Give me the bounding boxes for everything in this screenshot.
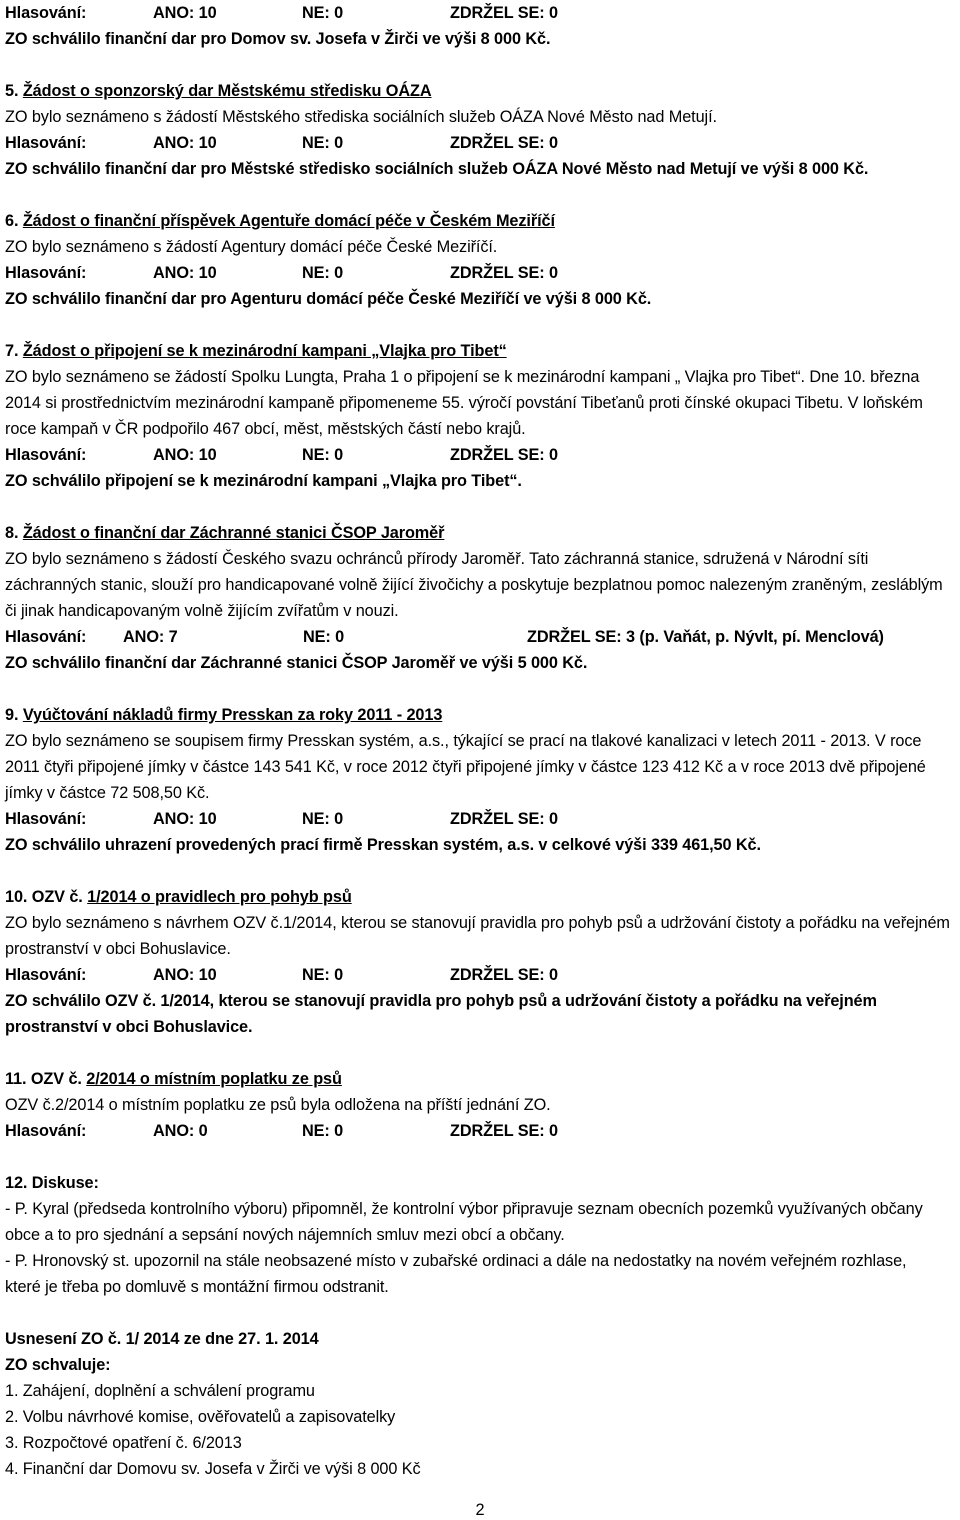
resolution-text: ZO schválilo finanční dar pro Agenturu domácí péče České Meziříčí ve výši 8 000 Kč. <box>5 290 652 308</box>
section-heading-6: 6. Žádost o finanční příspěvek Agentuře domácí péče v Českém Meziříčí <box>5 212 555 230</box>
vote-label: Hlasování: <box>5 810 87 828</box>
paragraph: ZO bylo seznámeno s žádostí Českého svazu ochránců přírody Jaroměř. Tato záchranná stanice, sdružená v Národní síti záchranných stanic, slouží pro handicapované volně žijící živočichy a poskytuje bezplatnou pomoc nalezeným zraněným, zesláblým či jinak handicapovaným volně žijícím zvířatům v nouzi. <box>5 550 943 620</box>
vote-line <box>5 962 955 988</box>
paragraph: ZO bylo seznámeno s návrhem OZV č.1/2014, kterou se stanovují pravidla pro pohyb psů a udržování čistoty a pořádku na veřejném prostranství v obci Bohuslavice. <box>5 914 950 958</box>
vote-label: Hlasování: <box>5 134 87 152</box>
vote-label: Hlasování: <box>5 4 87 22</box>
vote-abstain: ZDRŽEL SE: 0 <box>450 966 558 984</box>
vote-yes: ANO: 10 <box>153 4 217 22</box>
vote-label: Hlasování: <box>5 966 87 984</box>
paragraph: ZO bylo seznámeno s žádostí Městského střediska sociálních služeb OÁZA Nové Město nad Metují. <box>5 108 717 126</box>
vote-yes: ANO: 10 <box>153 810 217 828</box>
vote-no: NE: 0 <box>302 1122 344 1140</box>
vote-yes: ANO: 10 <box>153 966 217 984</box>
resolution-text: ZO schválilo připojení se k mezinárodní kampani „Vlajka pro Tibet“. <box>5 472 522 490</box>
page-number: 2 <box>475 1501 485 1519</box>
vote-line <box>5 442 955 468</box>
paragraph: - P. Kyral (předseda kontrolního výboru) připomněl, že kontrolní výbor připravuje seznam obecních pozemků využívaných občany obce a to pro sjednání a sepsání nových nájemních smluv mezi obcí a občany. <box>5 1200 923 1244</box>
vote-yes: ANO: 0 <box>153 1122 208 1140</box>
paragraph: ZO bylo seznámeno se soupisem firmy Presskan systém, a.s., týkající se prací na tlakové kanalizaci v letech 2011 - 2013. V roce 2011 čtyři připojené jímky v částce 143 541 Kč, v roce 2012 čtyři připojené jímky v částce 123 412 Kč a v roce 2013 dvě připojené jímky v částce 72 508,50 Kč. <box>5 732 926 802</box>
section-heading-11: 11. OZV č. 2/2014 o místním poplatku ze psů <box>5 1070 342 1088</box>
vote-no: NE: 0 <box>303 628 345 646</box>
resolution-text: ZO schválilo uhrazení provedených prací firmě Presskan systém, a.s. v celkové výši 339 461,50 Kč. <box>5 836 761 854</box>
vote-abstain: ZDRŽEL SE: 3 (p. Vaňát, p. Nývlt, pí. Menclová) <box>527 628 884 646</box>
vote-abstain: ZDRŽEL SE: 0 <box>450 134 558 152</box>
list-item: 4. Finanční dar Domovu sv. Josefa v Žirči ve výši 8 000 Kč <box>5 1460 421 1478</box>
vote-label: Hlasování: <box>5 628 87 646</box>
vote-no: NE: 0 <box>302 134 344 152</box>
vote-line <box>5 806 955 832</box>
list-item: 2. Volbu návrhové komise, ověřovatelů a zapisovatelky <box>5 1408 396 1426</box>
document-page <box>5 0 955 1482</box>
vote-label: Hlasování: <box>5 1122 87 1140</box>
section-heading-12: 12. Diskuse: <box>5 1174 99 1192</box>
vote-yes: ANO: 10 <box>153 264 217 282</box>
list-item: 3. Rozpočtové opatření č. 6/2013 <box>5 1434 242 1452</box>
vote-no: NE: 0 <box>302 4 344 22</box>
vote-line <box>5 1118 955 1144</box>
resolution-text: ZO schválilo finanční dar pro Domov sv. Josefa v Žirči ve výši 8 000 Kč. <box>5 30 551 48</box>
section-heading-9: 9. Vyúčtování nákladů firmy Presskan za roky 2011 - 2013 <box>5 706 443 724</box>
resolution-heading: Usnesení ZO č. 1/ 2014 ze dne 27. 1. 2014 <box>5 1330 319 1348</box>
section-heading-7: 7. Žádost o připojení se k mezinárodní kampani „Vlajka pro Tibet“ <box>5 342 507 360</box>
list-item: 1. Zahájení, doplnění a schválení programu <box>5 1382 315 1400</box>
vote-line <box>5 0 955 26</box>
section-heading-10: 10. OZV č. 1/2014 o pravidlech pro pohyb psů <box>5 888 352 906</box>
vote-no: NE: 0 <box>302 966 344 984</box>
vote-line <box>5 130 955 156</box>
section-heading-8: 8. Žádost o finanční dar Záchranné stanici ČSOP Jaroměř <box>5 524 445 542</box>
vote-abstain: ZDRŽEL SE: 0 <box>450 1122 558 1140</box>
vote-line <box>5 260 955 286</box>
vote-abstain: ZDRŽEL SE: 0 <box>450 4 558 22</box>
paragraph: OZV č.2/2014 o místním poplatku ze psů byla odložena na příští jednání ZO. <box>5 1096 551 1114</box>
vote-no: NE: 0 <box>302 264 344 282</box>
paragraph: - P. Hronovský st. upozornil na stále neobsazené místo v zubařské ordinaci a dále na nedostatky na novém veřejném rozhlase, které je třeba po domluvě s montážní firmou odstranit. <box>5 1252 907 1296</box>
approves-label: ZO schvaluje: <box>5 1356 111 1374</box>
vote-label: Hlasování: <box>5 264 87 282</box>
vote-yes: ANO: 10 <box>153 446 217 464</box>
vote-abstain: ZDRŽEL SE: 0 <box>450 264 558 282</box>
vote-abstain: ZDRŽEL SE: 0 <box>450 810 558 828</box>
vote-label: Hlasování: <box>5 446 87 464</box>
resolution-text: ZO schválilo OZV č. 1/2014, kterou se stanovují pravidla pro pohyb psů a udržování čistoty a pořádku na veřejném prostranství v obci Bohuslavice. <box>5 992 877 1036</box>
vote-yes: ANO: 10 <box>153 134 217 152</box>
vote-no: NE: 0 <box>302 446 344 464</box>
section-heading-5: 5. Žádost o sponzorský dar Městskému středisku OÁZA <box>5 82 432 100</box>
vote-line <box>5 624 955 650</box>
vote-no: NE: 0 <box>302 810 344 828</box>
resolution-text: ZO schválilo finanční dar pro Městské středisko sociálních služeb OÁZA Nové Město nad Metují ve výši 8 000 Kč. <box>5 160 869 178</box>
resolution-text: ZO schválilo finanční dar Záchranné stanici ČSOP Jaroměř ve výši 5 000 Kč. <box>5 654 588 672</box>
paragraph: ZO bylo seznámeno s žádostí Agentury domácí péče České Meziříčí. <box>5 238 498 256</box>
vote-yes: ANO: 7 <box>123 628 178 646</box>
vote-abstain: ZDRŽEL SE: 0 <box>450 446 558 464</box>
paragraph: ZO bylo seznámeno se žádostí Spolku Lungta, Praha 1 o připojení se k mezinárodní kampani „ Vlajka pro Tibet“. Dne 10. března 2014 si prostřednictvím mezinárodní kampaně připomeneme 55. výročí povstání Tibeťanů proti čínské okupaci Tibetu. V loňském roce kampaň v ČR podpořilo 467 obcí, měst, městských částí nebo krajů. <box>5 368 923 438</box>
